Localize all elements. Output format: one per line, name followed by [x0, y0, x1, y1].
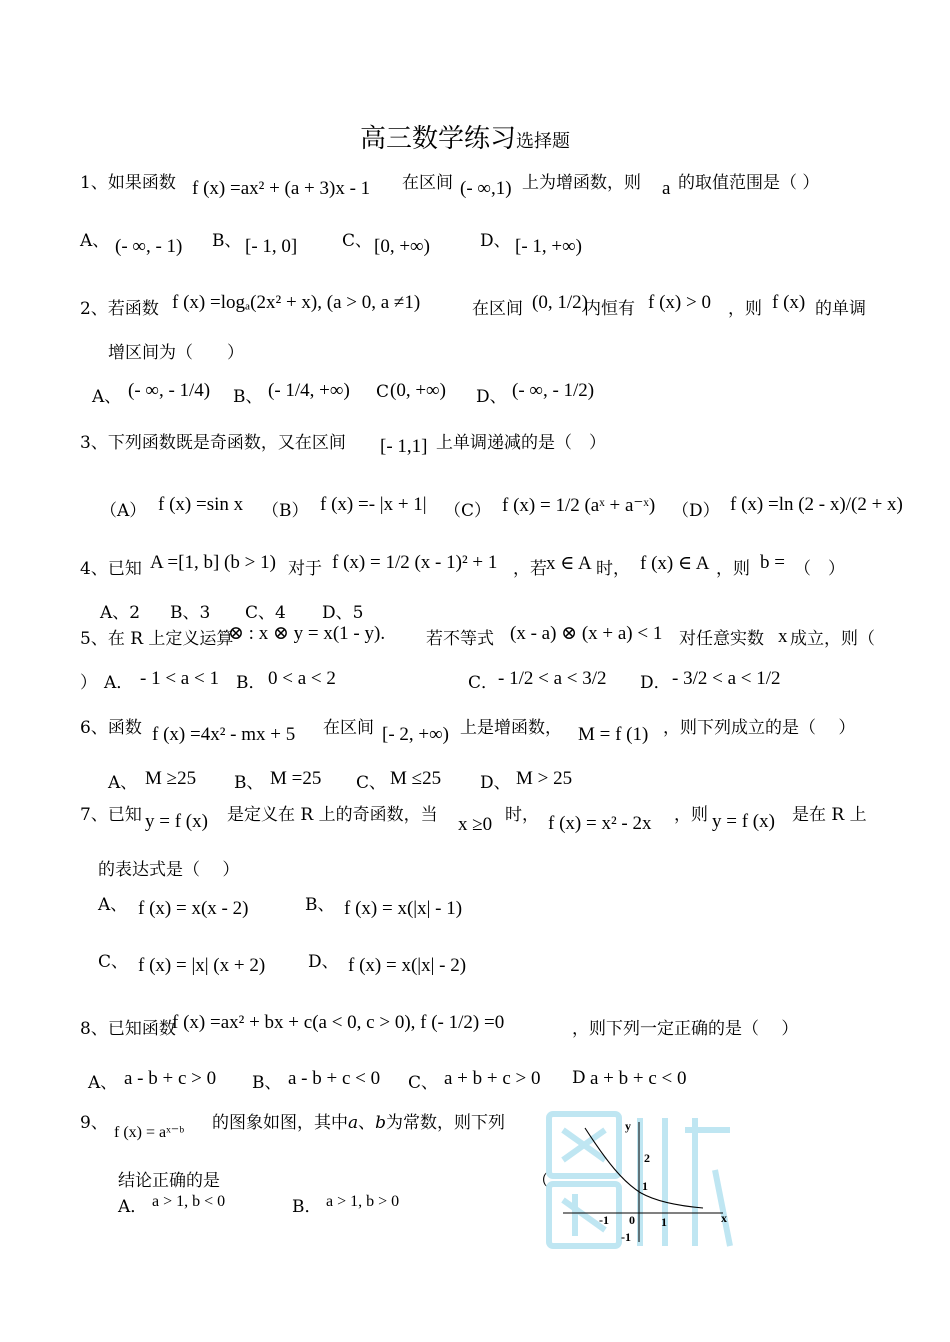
q6-option-a-label: A、 [108, 773, 138, 793]
q4-ask: b = [760, 552, 785, 573]
q9-line2: 结论正确的是 [118, 1171, 220, 1191]
q3-option-b-label: （B） [262, 501, 309, 521]
q2-option-d: (- ∞, - 1/2) [512, 380, 595, 401]
q8-option-c-label: C、 [408, 1073, 439, 1093]
q2-mid: 在区间 [472, 299, 523, 319]
q5-tail: 成立，则（ [790, 629, 875, 649]
q3-stem [80, 428, 346, 453]
q6-func: f (x) =4x² - mx + 5 [152, 724, 296, 745]
q9-graph [545, 1110, 735, 1252]
q9-var-b: b [375, 1113, 387, 1133]
q1-mid: 在区间 [402, 173, 453, 193]
q7-mid: 是定义在 R 上的奇函数，当 [227, 805, 438, 825]
q1-option-a-label: A、 [80, 231, 110, 251]
q2-cond: f (x) > 0 [648, 292, 711, 313]
q6-stem [80, 713, 142, 738]
q2-pre: 若函数 [107, 299, 159, 319]
q3-option-b: f (x) =- |x + 1| [320, 494, 427, 515]
page-title [360, 118, 570, 155]
q1-number: 1、 [80, 173, 108, 193]
q4-mid4: ，则 [716, 559, 750, 579]
q7-func: y = f (x) [145, 811, 208, 832]
q2-tail: 的单调 [815, 299, 866, 319]
q4-set: A =[1, b] (b > 1) [150, 552, 276, 573]
q9-sep: 、 [358, 1113, 376, 1133]
q1-interval: (- ∞,1) [460, 178, 512, 199]
q5-option-c: - 1/2 < a < 3/2 [498, 668, 607, 689]
q1-option-b: [- 1, 0] [245, 236, 298, 257]
q8-number: 8、 [80, 1019, 108, 1039]
q3-pre: 下列函数既是奇函数，又在区间 [107, 433, 346, 453]
q8-stem [80, 1014, 176, 1039]
q4-number: 4、 [80, 559, 108, 579]
q1-option-a: (- ∞, - 1) [115, 236, 183, 257]
q1-pre: 如果函数 [107, 173, 176, 193]
q5-option-d-label: D． [640, 673, 671, 693]
q2-number: 2、 [80, 299, 108, 319]
tick-x-1: 1 [661, 1215, 667, 1229]
q9-option-a: a > 1, b < 0 [152, 1193, 226, 1210]
q1-option-d: [- 1, +∞) [515, 236, 582, 257]
q9-option-a-label: A． [118, 1197, 148, 1217]
q4-stem [80, 554, 142, 579]
q7-option-b: f (x) = x(|x| - 1) [344, 898, 463, 919]
q4-tail: （ ） [794, 559, 845, 579]
q5-var: x [778, 626, 788, 647]
q4-cond: x ∈ A [546, 553, 592, 574]
q2-option-d-label: D、 [476, 387, 507, 407]
q7-number: 7、 [80, 805, 108, 825]
q7-option-c: f (x) = |x| (x + 2) [138, 955, 266, 976]
q3-number: 3、 [80, 433, 108, 453]
q4-option-c: C、4 [245, 603, 286, 623]
q3-interval: [- 1,1] [380, 436, 428, 457]
q6-option-b-label: B、 [234, 773, 264, 793]
q2-mid2: 内恒有 [584, 299, 635, 319]
q5-mid: 若不等式 [426, 629, 494, 649]
q3-option-a: f (x) =sin x [158, 494, 244, 515]
q7-func2: f (x) = x² - 2x [548, 813, 652, 834]
q6-tail: ，则下列成立的是（ ） [663, 718, 856, 738]
q1-option-c: [0, +∞) [374, 236, 430, 257]
q2-option-b-label: B、 [233, 387, 263, 407]
q2-option-c: (0, +∞) [390, 380, 446, 401]
tick-origin: 0 [629, 1213, 635, 1227]
q5-option-b-label: B． [236, 673, 266, 693]
q8-pre: 已知函数 [107, 1019, 176, 1039]
q2-func: f (x) =logₐ(2x² + x), (a > 0, a ≠1) [172, 292, 421, 313]
tick-y-neg1: -1 [621, 1230, 631, 1244]
q5-option-d: - 3/2 < a < 1/2 [672, 668, 781, 689]
q2-option-a-label: A、 [92, 387, 122, 407]
q6-pre: 函数 [107, 718, 142, 738]
q6-option-d-label: D、 [480, 773, 511, 793]
q7-option-c-label: C、 [98, 952, 129, 972]
q8-func: f (x) =ax² + bx + c(a < 0, c > 0), f (- 1/2) =0 [172, 1012, 505, 1033]
q9-tail: 为常数，则下列 [386, 1113, 506, 1133]
q1-func: f (x) =ax² + (a + 3)x - 1 [192, 178, 371, 199]
q6-option-a: M ≥25 [145, 768, 197, 789]
q4-mid3: 时， [596, 559, 630, 579]
q8-option-c: a + b + c > 0 [444, 1068, 541, 1089]
q7-option-d-label: D、 [308, 952, 339, 972]
q4-option-b: B、3 [170, 603, 211, 623]
q9-graph-svg [545, 1110, 735, 1252]
q9-var-a: a [348, 1113, 359, 1133]
q7-option-a-label: A、 [98, 895, 128, 915]
q4-cond2: f (x) ∈ A [640, 553, 710, 574]
q1-stem [80, 168, 176, 193]
tick-x-neg1: -1 [599, 1213, 609, 1227]
q4-mid2: ，若 [513, 559, 547, 579]
q5-option-a: - 1 < a < 1 [140, 668, 219, 689]
q6-option-b: M =25 [270, 768, 322, 789]
q6-post: 上是增函数， [460, 718, 562, 738]
q9-option-b-label: B． [292, 1197, 322, 1217]
title-sub: 选择题 [516, 131, 571, 152]
q6-cond: M = f (1) [578, 724, 649, 745]
q4-mid: 对于 [288, 559, 322, 579]
q2-option-a: (- ∞, - 1/4) [128, 380, 211, 401]
q3-option-c: f (x) = 1/2 (aˣ + a⁻ˣ) [502, 495, 656, 516]
q5-option-b: 0 < a < 2 [268, 668, 336, 689]
q7-mid3: ，则 [674, 805, 708, 825]
q2-stem [80, 294, 159, 319]
q1-var: a [662, 178, 671, 199]
q1-tail: 的取值范围是（ ） [678, 173, 820, 193]
q5-option-a-label: A． [104, 673, 134, 693]
q8-tail: ，则下列一定正确的是（ ） [572, 1019, 799, 1039]
q9-func: f (x) = aˣ⁻ᵇ [114, 1124, 185, 1141]
q1-post: 上为增函数，则 [522, 173, 641, 193]
q5-option-c-label: C． [468, 673, 499, 693]
q6-option-c: M ≤25 [390, 768, 442, 789]
q6-mid: 在区间 [323, 718, 374, 738]
title-main: 高三数学练习 [360, 124, 517, 154]
q1-option-b-label: B、 [212, 231, 242, 251]
q3-post: 上单调递减的是（ ） [436, 433, 606, 453]
q8-option-a-label: A、 [88, 1073, 118, 1093]
q4-option-a: A、2 [100, 603, 141, 623]
q5-post: 对任意实数 [679, 629, 764, 649]
q6-option-d: M > 25 [516, 768, 573, 789]
q4-func: f (x) = 1/2 (x - 1)² + 1 [332, 552, 498, 573]
q2-func2: f (x) [772, 292, 806, 313]
q8-option-d-label: D [572, 1068, 586, 1088]
tick-y-2: 2 [644, 1151, 650, 1165]
q5-pre: 在 R 上定义运算 [107, 629, 234, 649]
q7-stem [80, 800, 142, 825]
x-axis-label: x [721, 1211, 727, 1225]
q4-option-d: D、5 [322, 603, 364, 623]
q9-stem [212, 1108, 505, 1133]
q7-tail: 是在 R 上 [792, 805, 867, 825]
q4-pre: 已知 [107, 559, 142, 579]
q7-func3: y = f (x) [712, 811, 775, 832]
q2-line2: 增区间为（ ） [108, 343, 244, 363]
q7-pre: 已知 [107, 805, 142, 825]
q3-option-c-label: （C） [444, 501, 492, 521]
q8-option-a: a - b + c > 0 [124, 1068, 217, 1089]
q9-pre: 的图象如图，其中 [212, 1113, 348, 1133]
q5-line2: ） [80, 673, 97, 693]
q7-option-d: f (x) = x(|x| - 2) [348, 955, 467, 976]
q5-op: ⊗ : x ⊗ y = x(1 - y). [228, 623, 386, 644]
q5-stem [80, 624, 233, 649]
q3-option-d-label: （D） [672, 501, 720, 521]
q5-ineq: (x - a) ⊗ (x + a) < 1 [510, 623, 663, 644]
q8-option-b-label: B、 [252, 1073, 282, 1093]
q1-option-d-label: D、 [480, 231, 511, 251]
q6-number: 6、 [80, 718, 108, 738]
q2-option-c-label: C [376, 382, 390, 402]
q7-option-a: f (x) = x(x - 2) [138, 898, 249, 919]
q7-mid2: 时， [505, 805, 539, 825]
q5-number: 5、 [80, 629, 108, 649]
q6-interval: [- 2, +∞) [382, 724, 449, 745]
q7-line2: 的表达式是（ ） [98, 860, 240, 880]
tick-y-1: 1 [642, 1179, 648, 1193]
q6-option-c-label: C、 [356, 773, 387, 793]
y-axis-label: y [625, 1119, 631, 1133]
q2-post: ，则 [728, 299, 762, 319]
q9-option-b: a > 1, b > 0 [326, 1193, 400, 1210]
q9-number: 9、 [80, 1113, 108, 1133]
q3-option-a-label: （A） [100, 501, 147, 521]
q8-option-d: a + b + c < 0 [590, 1068, 687, 1089]
q3-option-d: f (x) =ln (2 - x)/(2 + x) [730, 494, 903, 515]
q2-interval: (0, 1/2) [532, 292, 588, 313]
q8-option-b: a - b + c < 0 [288, 1068, 381, 1089]
q7-option-b-label: B、 [305, 895, 335, 915]
q1-option-c-label: C、 [342, 231, 373, 251]
q2-option-b: (- 1/4, +∞) [268, 380, 350, 401]
q9-paren: （ [532, 1171, 549, 1191]
q9-curve [585, 1128, 703, 1208]
q7-cond: x ≥0 [458, 814, 493, 835]
